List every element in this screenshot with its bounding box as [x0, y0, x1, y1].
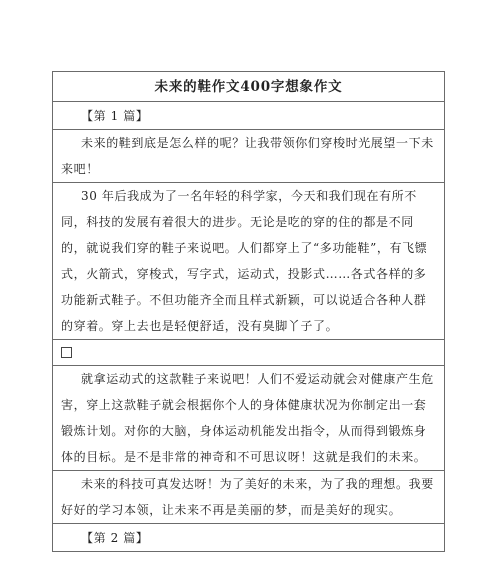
section-heading-1: 【第 1 篇】: [53, 102, 444, 130]
paragraph-1: 未来的鞋到底是怎么样的呢？让我带领你们穿梭时光展望一下未来吧！: [53, 130, 444, 183]
paragraph-3: 就拿运动式的这款鞋子来说吧！人们不爱运动就会对健康产生危害，穿上这款鞋子就会根据你个人的身体健康状况为你制定出一套锻炼计划。对你的大脑，身体运动机能发出指令，从而得到锻炼身体的目标。是不是非常的神奇和不可思议呀！这就是我们的未来。: [53, 366, 444, 471]
paragraph-2: 30 年后我成为了一名年轻的科学家，今天和我们现在有所不同，科技的发展有着很大的进步。无论是吃的穿的住的都是不同的，就说我们穿的鞋子来说吧。人们都穿上了“多功能鞋”，有飞镖式，火箭式，穿梭式，写字式，运动式，投影式……各式各样的多功能新式鞋子。不但功能齐全而且样式新颖，可以说适合各种人群的穿着。穿上去也是轻便舒适，没有臭脚丫子了。: [53, 183, 444, 340]
document-title: 未来的鞋作文400字想象作文: [53, 72, 444, 102]
paragraph-4: 未来的科技可真发达呀！为了美好的未来，为了我的理想。我要好好的学习本领，让未来不再是美丽的梦，而是美好的现实。: [53, 471, 444, 524]
document-table: [52, 71, 445, 552]
checkbox-icon: [61, 347, 72, 358]
section-heading-2: 【第 2 篇】: [53, 524, 444, 552]
placeholder-row: [53, 340, 444, 366]
